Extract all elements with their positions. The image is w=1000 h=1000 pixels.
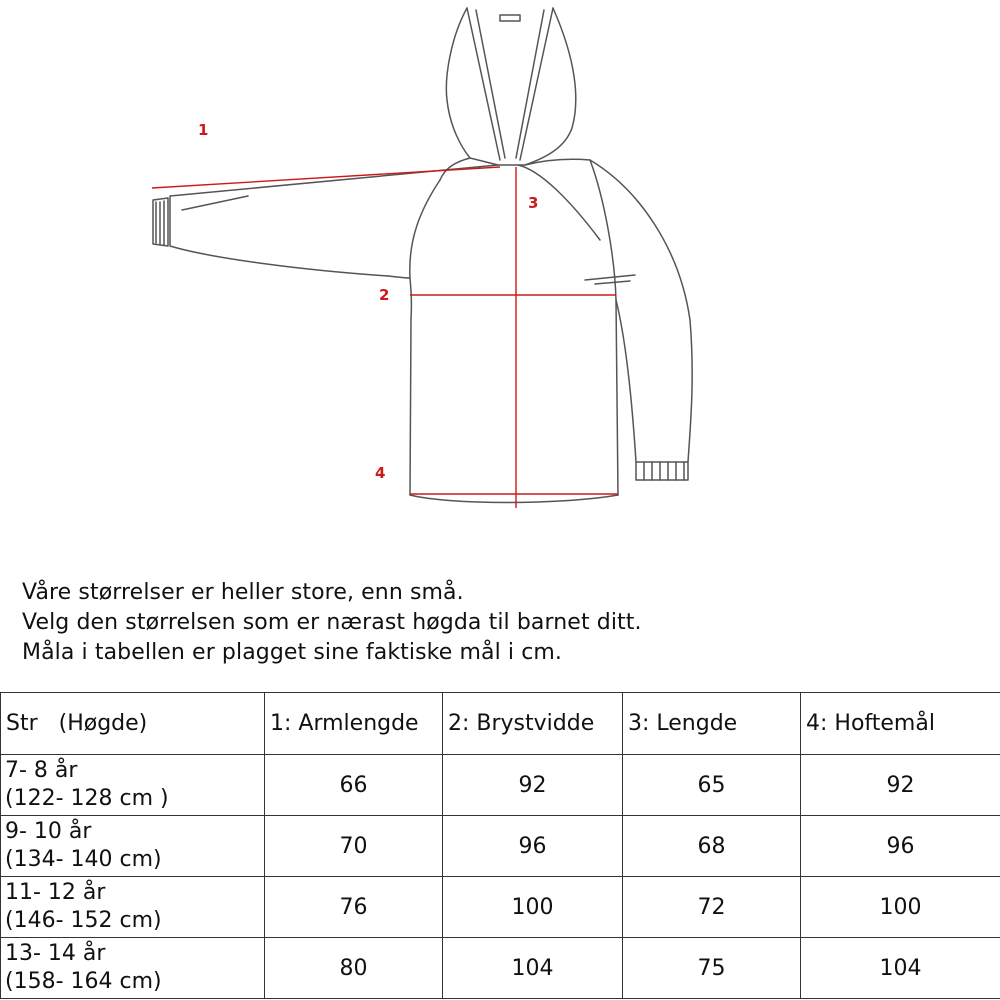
chest-width-value: 104	[443, 938, 623, 999]
note-line: Måla i tabellen er plagget sine faktiske mål i cm.	[22, 640, 563, 665]
note-line: Våre størrelser er heller store, enn små.	[22, 580, 464, 605]
size-cell	[1, 877, 265, 938]
marker-3: 3	[528, 194, 539, 212]
length-value: 75	[623, 938, 801, 999]
chest-width-value: 100	[443, 877, 623, 938]
table-header-row	[1, 693, 1000, 755]
marker-1: 1	[198, 121, 209, 139]
length-value: 65	[623, 755, 801, 816]
hip-value: 92	[801, 755, 1000, 816]
size-age: 7- 8 år	[5, 758, 78, 783]
size-height: (122- 128 cm )	[5, 786, 169, 811]
size-height: (158- 164 cm)	[5, 969, 162, 994]
marker-4: 4	[375, 464, 386, 482]
header-size: Str (Høgde)	[1, 693, 265, 755]
header-length: 3: Lengde	[623, 693, 801, 755]
size-notes	[22, 578, 642, 668]
table-row	[1, 877, 1000, 938]
size-age: 11- 12 år	[5, 880, 106, 905]
arm-length-value: 66	[265, 755, 443, 816]
chest-width-value: 96	[443, 816, 623, 877]
size-table	[0, 692, 1000, 999]
size-height: (134- 140 cm)	[5, 847, 162, 872]
size-age: 9- 10 år	[5, 819, 92, 844]
length-value: 68	[623, 816, 801, 877]
table-row	[1, 816, 1000, 877]
header-hip: 4: Hoftemål	[801, 693, 1000, 755]
header-chest-width: 2: Brystvidde	[443, 693, 623, 755]
note-line: Velg den størrelsen som er nærast høgda til barnet ditt.	[22, 610, 642, 635]
size-age: 13- 14 år	[5, 941, 106, 966]
hip-value: 100	[801, 877, 1000, 938]
table-row	[1, 755, 1000, 816]
marker-2: 2	[379, 286, 390, 304]
header-arm-length: 1: Armlengde	[265, 693, 443, 755]
measurement-lines	[152, 167, 618, 508]
arm-length-value: 80	[265, 938, 443, 999]
hip-value: 104	[801, 938, 1000, 999]
hip-value: 96	[801, 816, 1000, 877]
size-cell	[1, 755, 265, 816]
chest-width-value: 92	[443, 755, 623, 816]
arm-length-value: 70	[265, 816, 443, 877]
arm-length-value: 76	[265, 877, 443, 938]
table-row	[1, 938, 1000, 999]
size-cell	[1, 816, 265, 877]
size-height: (146- 152 cm)	[5, 908, 162, 933]
jacket-outline	[153, 8, 692, 503]
size-cell	[1, 938, 265, 999]
length-value: 72	[623, 877, 801, 938]
